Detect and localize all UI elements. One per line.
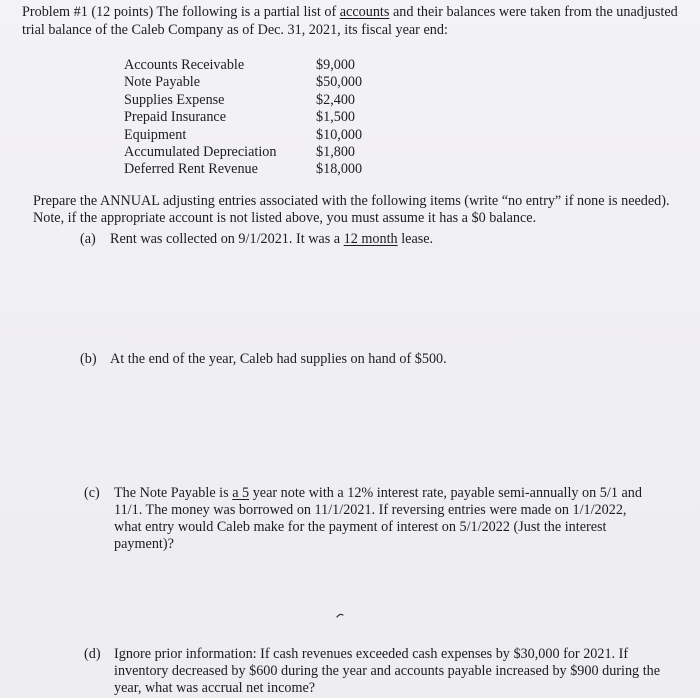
account-row	[124, 92, 396, 109]
question-a-text-a: Rent was collected on 9/1/2021. It was a	[110, 231, 344, 247]
trial-balance-list	[124, 57, 396, 179]
question-d	[84, 646, 664, 697]
question-b	[80, 351, 640, 368]
account-row	[124, 144, 396, 161]
pen-mark	[336, 612, 344, 620]
account-row	[124, 109, 396, 126]
intro-text-b: and their balances were taken from the unadjusted trial balance of the Caleb Company as of Dec. 31, 2021, its fiscal year end:	[22, 4, 678, 38]
account-name: Note Payable	[124, 74, 201, 91]
question-c-text-a: The Note Payable is	[114, 485, 233, 501]
question-text	[110, 231, 640, 248]
account-balance: $2,400	[316, 91, 356, 108]
question-a-text-b: lease.	[397, 231, 434, 247]
intro-text-a: Problem #1 (12 points) The following is a partial list of	[22, 4, 340, 20]
account-name: Prepaid Insurance	[124, 109, 227, 126]
account-row	[124, 74, 396, 91]
question-c-text-b: year note with a 12% interest rate, payable semi-annually on 5/1 and 11/1. The money was borrowed on 11/1/2021. If reversing entries were made on 1/1/2022, what entry would Caleb make for the payment of interest on 5/1/2022 (Just the interest payment)?	[114, 485, 642, 552]
question-text: At the end of the year, Caleb had supplies on hand of $500.	[110, 351, 447, 367]
question-text	[114, 485, 650, 553]
question-label: (d)	[84, 646, 101, 662]
question-a-underlined: 12 month	[343, 231, 398, 247]
question-label: (c)	[84, 485, 100, 501]
account-name: Accounts Receivable	[124, 57, 245, 73]
intro-underlined-word: accounts	[339, 4, 390, 20]
account-balance: $1,800	[316, 144, 356, 161]
account-row	[124, 161, 396, 178]
account-name: Equipment	[124, 126, 187, 143]
question-c-underlined: a 5	[232, 485, 250, 501]
account-name: Deferred Rent Revenue	[124, 161, 258, 178]
account-name: Supplies Expense	[124, 91, 225, 108]
question-c	[84, 485, 650, 553]
instructions-paragraph: Prepare the ANNUAL adjusting entries associated with the following items (write “no entry” if none is needed). Note, if the appropriate account is not listed above, you must assume it has a $0 balance.	[33, 193, 670, 226]
account-row	[124, 127, 396, 144]
account-balance: $1,500	[316, 109, 356, 126]
question-label: (b)	[80, 351, 97, 367]
account-balance: $18,000	[316, 161, 363, 178]
account-row	[124, 57, 396, 74]
question-label: (a)	[80, 231, 96, 247]
account-balance: $50,000	[316, 74, 363, 91]
account-balance: $9,000	[316, 57, 356, 73]
question-text: Ignore prior information: If cash revenues exceeded cash expenses by $30,000 for 2021. If inventory decreased by $600 during the year and accounts payable increased by $900 during the year, what was accrual net income?	[114, 646, 661, 696]
account-name: Accumulated Depreciation	[124, 144, 277, 161]
problem-intro	[22, 3, 682, 39]
question-a	[80, 231, 640, 248]
account-balance: $10,000	[316, 126, 363, 143]
